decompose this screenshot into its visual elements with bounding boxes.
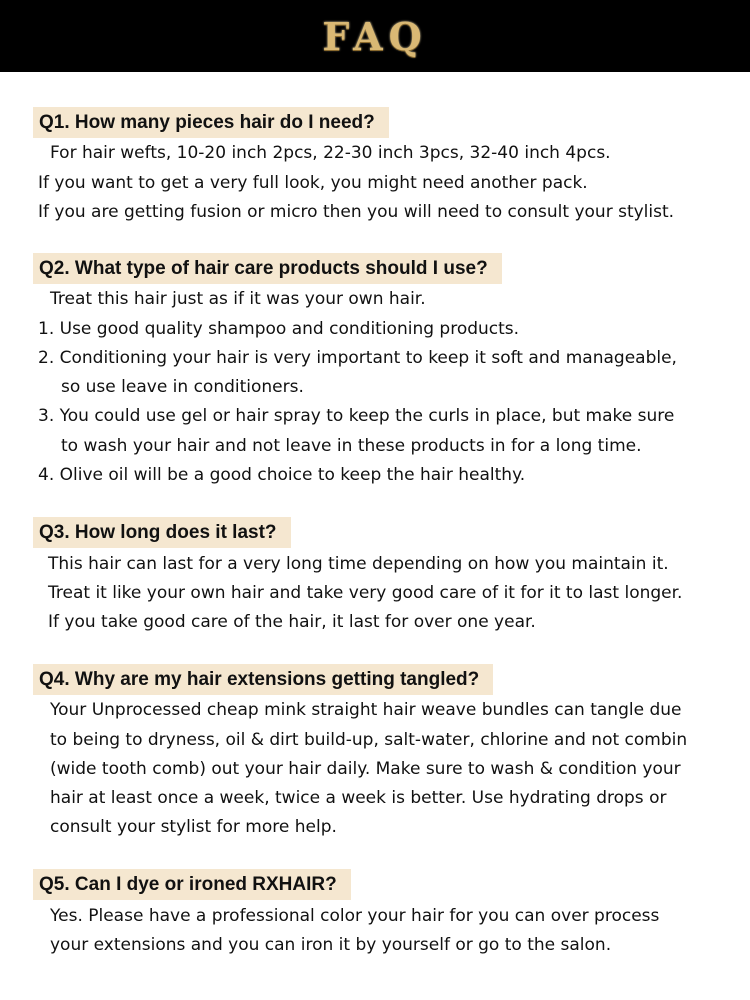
faq-question: Q3. How long does it last? bbox=[33, 517, 291, 548]
page-title: FAQ bbox=[322, 13, 428, 59]
faq-question: Q2. What type of hair care products should I use? bbox=[33, 253, 502, 284]
faq-answer-line: If you are getting fusion or micro then you will need to consult your stylist. bbox=[38, 202, 675, 222]
faq-answer-line: your extensions and you can iron it by yourself or go to the salon. bbox=[50, 935, 612, 955]
faq-answer-line: Your Unprocessed cheap mink straight hair weave bundles can tangle due bbox=[50, 700, 682, 720]
faq-answer-line: 4. Olive oil will be a good choice to keep the hair healthy. bbox=[38, 465, 526, 485]
faq-answer-line: to being to dryness, oil & dirt build-up, salt-water, chlorine and not combin bbox=[50, 730, 688, 750]
faq-question: Q4. Why are my hair extensions getting tangled? bbox=[33, 664, 493, 695]
faq-answer-line: 2. Conditioning your hair is very important to keep it soft and manageable, bbox=[38, 348, 677, 368]
faq-answer-line: Yes. Please have a professional color your hair for you can over process bbox=[50, 906, 660, 926]
faq-answer-line: (wide tooth comb) out your hair daily. Make sure to wash & condition your bbox=[50, 759, 681, 779]
faq-answer-line: This hair can last for a very long time depending on how you maintain it. bbox=[48, 554, 669, 574]
faq-answer-line: 3. You could use gel or hair spray to keep the curls in place, but make sure bbox=[38, 406, 675, 426]
faq-answer-line: 1. Use good quality shampoo and conditioning products. bbox=[38, 319, 520, 339]
faq-answer-line: If you want to get a very full look, you might need another pack. bbox=[38, 173, 588, 193]
faq-answer-line: Treat this hair just as if it was your own hair. bbox=[50, 289, 426, 309]
faq-answer-line: hair at least once a week, twice a week is better. Use hydrating drops or bbox=[50, 788, 667, 808]
header-banner bbox=[0, 0, 750, 72]
faq-answer-line: If you take good care of the hair, it last for over one year. bbox=[48, 612, 536, 632]
faq-answer-line: Treat it like your own hair and take very good care of it for it to last longer. bbox=[48, 583, 683, 603]
faq-answer-line: so use leave in conditioners. bbox=[61, 377, 304, 397]
faq-answer-line: consult your stylist for more help. bbox=[50, 817, 337, 837]
faq-question: Q1. How many pieces hair do I need? bbox=[33, 107, 389, 138]
faq-answer-line: to wash your hair and not leave in these products in for a long time. bbox=[61, 436, 642, 456]
faq-question: Q5. Can I dye or ironed RXHAIR? bbox=[33, 869, 351, 900]
faq-answer-line: For hair wefts, 10-20 inch 2pcs, 22-30 inch 3pcs, 32-40 inch 4pcs. bbox=[50, 143, 611, 163]
